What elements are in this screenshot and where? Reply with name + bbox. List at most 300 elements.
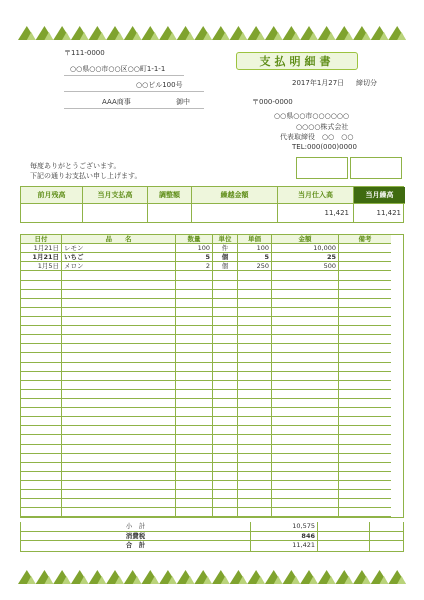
empty-cell bbox=[339, 353, 391, 362]
empty-cell bbox=[272, 490, 339, 499]
empty-cell bbox=[213, 344, 238, 353]
empty-cell bbox=[339, 372, 391, 381]
empty-cell bbox=[213, 426, 238, 435]
empty-cell bbox=[339, 363, 391, 372]
empty-cell bbox=[213, 363, 238, 372]
empty-cell bbox=[213, 290, 238, 299]
table-row bbox=[21, 262, 403, 271]
empty-cell bbox=[238, 454, 272, 463]
row-note bbox=[339, 253, 391, 262]
greeting-line-2: 下記の通りお支払い申し上げます。 bbox=[30, 172, 142, 180]
empty-cell bbox=[62, 390, 176, 399]
issuer-company: ○○○○株式会社 bbox=[296, 123, 349, 131]
totals-table bbox=[20, 522, 404, 552]
empty-cell bbox=[21, 408, 62, 417]
totals-value: 11,421 bbox=[251, 541, 318, 551]
empty-cell bbox=[21, 490, 62, 499]
empty-cell bbox=[176, 463, 213, 472]
empty-cell bbox=[21, 435, 62, 444]
empty-cell bbox=[213, 408, 238, 417]
empty-row bbox=[21, 335, 403, 344]
empty-cell bbox=[62, 445, 176, 454]
empty-cell bbox=[62, 326, 176, 335]
empty-cell bbox=[213, 308, 238, 317]
empty-cell bbox=[62, 508, 176, 517]
totals-empty-cell bbox=[318, 532, 370, 542]
empty-cell bbox=[272, 335, 339, 344]
empty-cell bbox=[272, 326, 339, 335]
empty-row bbox=[21, 481, 403, 490]
empty-cell bbox=[339, 344, 391, 353]
empty-row bbox=[21, 344, 403, 353]
empty-cell bbox=[339, 454, 391, 463]
empty-cell bbox=[176, 308, 213, 317]
empty-cell bbox=[238, 508, 272, 517]
empty-cell bbox=[176, 426, 213, 435]
empty-cell bbox=[213, 481, 238, 490]
row-note bbox=[339, 244, 391, 253]
empty-cell bbox=[238, 408, 272, 417]
empty-cell bbox=[339, 445, 391, 454]
empty-cell bbox=[21, 381, 62, 390]
empty-cell bbox=[213, 435, 238, 444]
empty-cell bbox=[213, 299, 238, 308]
empty-cell bbox=[339, 390, 391, 399]
empty-cell bbox=[238, 290, 272, 299]
empty-cell bbox=[176, 490, 213, 499]
name-underline bbox=[64, 108, 204, 109]
empty-cell bbox=[62, 335, 176, 344]
empty-cell bbox=[213, 281, 238, 290]
empty-cell bbox=[21, 463, 62, 472]
empty-cell bbox=[176, 390, 213, 399]
empty-cell bbox=[62, 417, 176, 426]
empty-cell bbox=[272, 426, 339, 435]
empty-cell bbox=[21, 308, 62, 317]
empty-cell bbox=[213, 271, 238, 280]
row-item: レモン bbox=[62, 244, 176, 253]
empty-cell bbox=[272, 508, 339, 517]
empty-cell bbox=[62, 481, 176, 490]
empty-cell bbox=[176, 435, 213, 444]
empty-row bbox=[21, 381, 403, 390]
empty-cell bbox=[176, 271, 213, 280]
summary-header: 調整額 bbox=[148, 187, 192, 204]
row-price: 250 bbox=[238, 262, 272, 271]
empty-cell bbox=[21, 372, 62, 381]
row-item: メロン bbox=[62, 262, 176, 271]
empty-cell bbox=[62, 344, 176, 353]
empty-cell bbox=[21, 426, 62, 435]
empty-cell bbox=[62, 454, 176, 463]
totals-label: 合 計 bbox=[21, 541, 251, 551]
empty-cell bbox=[339, 508, 391, 517]
empty-cell bbox=[339, 408, 391, 417]
detail-header-row bbox=[21, 235, 403, 244]
row-amount: 25 bbox=[272, 253, 339, 262]
empty-row bbox=[21, 299, 403, 308]
empty-cell bbox=[238, 463, 272, 472]
summary-header: 当月仕入高 bbox=[278, 187, 354, 204]
empty-cell bbox=[339, 308, 391, 317]
empty-cell bbox=[21, 417, 62, 426]
summary-header: 当月支払高 bbox=[83, 187, 148, 204]
stamp-box-left bbox=[296, 157, 348, 179]
empty-cell bbox=[176, 344, 213, 353]
totals-label: 消費税 bbox=[21, 532, 251, 542]
totals-empty-cell bbox=[370, 532, 403, 542]
empty-cell bbox=[272, 363, 339, 372]
empty-cell bbox=[176, 481, 213, 490]
row-qty: 5 bbox=[176, 253, 213, 262]
empty-row bbox=[21, 408, 403, 417]
empty-cell bbox=[176, 299, 213, 308]
empty-cell bbox=[213, 508, 238, 517]
recipient-address-1: ○○県○○市○○区○○町1-1-1 bbox=[70, 65, 166, 73]
row-price: 5 bbox=[238, 253, 272, 262]
summary-header: 前月残高 bbox=[21, 187, 83, 204]
empty-cell bbox=[62, 271, 176, 280]
empty-cell bbox=[62, 435, 176, 444]
empty-cell bbox=[339, 417, 391, 426]
empty-cell bbox=[21, 454, 62, 463]
totals-empty-cell bbox=[318, 522, 370, 532]
empty-cell bbox=[62, 399, 176, 408]
row-unit: 個 bbox=[213, 253, 238, 262]
empty-cell bbox=[62, 472, 176, 481]
empty-row bbox=[21, 499, 403, 508]
empty-cell bbox=[339, 299, 391, 308]
row-qty: 2 bbox=[176, 262, 213, 271]
empty-cell bbox=[62, 499, 176, 508]
empty-cell bbox=[272, 344, 339, 353]
empty-cell bbox=[272, 417, 339, 426]
empty-cell bbox=[272, 299, 339, 308]
totals-row bbox=[21, 541, 403, 551]
empty-cell bbox=[62, 353, 176, 362]
empty-cell bbox=[272, 372, 339, 381]
empty-cell bbox=[21, 326, 62, 335]
empty-cell bbox=[238, 363, 272, 372]
empty-row bbox=[21, 463, 403, 472]
empty-row bbox=[21, 426, 403, 435]
empty-row bbox=[21, 399, 403, 408]
issue-date: 2017年1月27日 bbox=[292, 79, 345, 87]
row-note bbox=[339, 262, 391, 271]
empty-row bbox=[21, 308, 403, 317]
empty-cell bbox=[62, 363, 176, 372]
empty-cell bbox=[176, 499, 213, 508]
empty-cell bbox=[213, 499, 238, 508]
col-header-qty: 数量 bbox=[176, 235, 213, 244]
empty-cell bbox=[272, 408, 339, 417]
zigzag-border-bottom bbox=[18, 570, 406, 584]
empty-cell bbox=[238, 390, 272, 399]
empty-cell bbox=[176, 326, 213, 335]
summary-value bbox=[21, 204, 83, 222]
totals-empty-cell bbox=[370, 541, 403, 551]
empty-cell bbox=[339, 463, 391, 472]
col-header-amount: 金額 bbox=[272, 235, 339, 244]
empty-cell bbox=[272, 463, 339, 472]
empty-cell bbox=[213, 335, 238, 344]
empty-cell bbox=[339, 499, 391, 508]
detail-table bbox=[20, 234, 404, 518]
empty-cell bbox=[21, 290, 62, 299]
empty-cell bbox=[21, 344, 62, 353]
empty-cell bbox=[213, 463, 238, 472]
issuer-address: ○○県○○市○○○○○○ bbox=[274, 112, 350, 120]
empty-cell bbox=[176, 381, 213, 390]
empty-cell bbox=[238, 490, 272, 499]
recipient-honorific: 御中 bbox=[176, 98, 190, 106]
totals-row bbox=[21, 522, 403, 532]
row-amount: 500 bbox=[272, 262, 339, 271]
empty-cell bbox=[272, 381, 339, 390]
empty-cell bbox=[272, 290, 339, 299]
empty-cell bbox=[62, 308, 176, 317]
col-header-unit: 単位 bbox=[213, 235, 238, 244]
empty-cell bbox=[238, 417, 272, 426]
empty-cell bbox=[213, 472, 238, 481]
empty-cell bbox=[176, 281, 213, 290]
issuer-postal: 〒000-0000 bbox=[252, 98, 293, 106]
empty-cell bbox=[238, 281, 272, 290]
address-underline-2 bbox=[64, 91, 204, 92]
empty-cell bbox=[238, 326, 272, 335]
empty-row bbox=[21, 271, 403, 280]
row-amount: 10,000 bbox=[272, 244, 339, 253]
empty-cell bbox=[213, 490, 238, 499]
empty-cell bbox=[238, 481, 272, 490]
empty-cell bbox=[272, 281, 339, 290]
totals-row bbox=[21, 532, 403, 542]
col-header-date: 日付 bbox=[21, 235, 62, 244]
table-row bbox=[21, 253, 403, 262]
recipient-postal: 〒111-0000 bbox=[64, 49, 105, 57]
totals-value: 846 bbox=[251, 532, 318, 542]
totals-empty-cell bbox=[318, 541, 370, 551]
empty-cell bbox=[62, 426, 176, 435]
greeting-line-1: 毎度ありがとうございます。 bbox=[30, 162, 121, 170]
empty-cell bbox=[213, 417, 238, 426]
empty-cell bbox=[272, 481, 339, 490]
empty-cell bbox=[339, 326, 391, 335]
empty-cell bbox=[339, 271, 391, 280]
empty-cell bbox=[21, 317, 62, 326]
totals-label: 小 計 bbox=[21, 522, 251, 532]
empty-cell bbox=[272, 454, 339, 463]
empty-cell bbox=[238, 426, 272, 435]
recipient-address-2: ○○ビル100号 bbox=[136, 81, 183, 89]
empty-cell bbox=[272, 472, 339, 481]
document-title: 支払明細書 bbox=[236, 52, 358, 70]
empty-cell bbox=[62, 317, 176, 326]
empty-row bbox=[21, 281, 403, 290]
empty-cell bbox=[176, 445, 213, 454]
empty-cell bbox=[176, 508, 213, 517]
empty-cell bbox=[62, 372, 176, 381]
empty-cell bbox=[176, 317, 213, 326]
empty-cell bbox=[213, 326, 238, 335]
empty-cell bbox=[176, 454, 213, 463]
empty-cell bbox=[21, 363, 62, 372]
empty-cell bbox=[213, 390, 238, 399]
empty-cell bbox=[272, 390, 339, 399]
empty-cell bbox=[339, 490, 391, 499]
empty-cell bbox=[339, 290, 391, 299]
empty-cell bbox=[21, 508, 62, 517]
empty-cell bbox=[238, 472, 272, 481]
empty-cell bbox=[176, 372, 213, 381]
empty-cell bbox=[238, 353, 272, 362]
stamp-box-right bbox=[350, 157, 402, 179]
empty-cell bbox=[272, 499, 339, 508]
empty-cell bbox=[21, 499, 62, 508]
summary-value bbox=[192, 204, 278, 222]
empty-cell bbox=[62, 299, 176, 308]
empty-cell bbox=[21, 390, 62, 399]
row-date: 1月21日 bbox=[21, 253, 62, 262]
summary-value bbox=[83, 204, 148, 222]
empty-row bbox=[21, 353, 403, 362]
recipient-name: AAA商事 bbox=[102, 98, 131, 106]
empty-row bbox=[21, 417, 403, 426]
empty-cell bbox=[21, 481, 62, 490]
row-date: 1月5日 bbox=[21, 262, 62, 271]
empty-cell bbox=[176, 335, 213, 344]
empty-cell bbox=[62, 463, 176, 472]
address-underline-1 bbox=[64, 75, 184, 76]
empty-cell bbox=[176, 417, 213, 426]
empty-row bbox=[21, 445, 403, 454]
empty-cell bbox=[238, 271, 272, 280]
empty-cell bbox=[213, 381, 238, 390]
empty-row bbox=[21, 508, 403, 517]
empty-cell bbox=[339, 335, 391, 344]
empty-cell bbox=[213, 399, 238, 408]
empty-cell bbox=[62, 290, 176, 299]
row-item: いちご bbox=[62, 253, 176, 262]
empty-cell bbox=[272, 308, 339, 317]
empty-row bbox=[21, 490, 403, 499]
empty-cell bbox=[62, 381, 176, 390]
issuer-representative: 代表取締役 ○○ ○○ bbox=[280, 133, 354, 141]
empty-cell bbox=[238, 381, 272, 390]
empty-cell bbox=[238, 317, 272, 326]
empty-row bbox=[21, 363, 403, 372]
empty-cell bbox=[176, 399, 213, 408]
empty-row bbox=[21, 390, 403, 399]
col-header-note: 備考 bbox=[339, 235, 391, 244]
empty-cell bbox=[213, 445, 238, 454]
empty-cell bbox=[176, 363, 213, 372]
empty-cell bbox=[339, 481, 391, 490]
summary-value: 11,421 bbox=[376, 209, 401, 217]
empty-cell bbox=[238, 299, 272, 308]
empty-cell bbox=[21, 399, 62, 408]
empty-cell bbox=[238, 372, 272, 381]
empty-cell bbox=[339, 281, 391, 290]
empty-row bbox=[21, 317, 403, 326]
empty-cell bbox=[62, 281, 176, 290]
empty-cell bbox=[213, 353, 238, 362]
empty-cell bbox=[21, 281, 62, 290]
zigzag-border-top bbox=[18, 26, 406, 40]
empty-cell bbox=[238, 308, 272, 317]
empty-cell bbox=[21, 299, 62, 308]
empty-cell bbox=[272, 271, 339, 280]
empty-cell bbox=[339, 317, 391, 326]
empty-row bbox=[21, 454, 403, 463]
empty-row bbox=[21, 472, 403, 481]
empty-cell bbox=[21, 472, 62, 481]
empty-cell bbox=[21, 353, 62, 362]
summary-header-highlight: 当月繰高 bbox=[354, 187, 405, 204]
table-row bbox=[21, 244, 403, 253]
empty-row bbox=[21, 326, 403, 335]
summary-value: 11,421 bbox=[278, 204, 354, 222]
empty-cell bbox=[238, 445, 272, 454]
totals-value: 10,575 bbox=[251, 522, 318, 532]
row-unit: 件 bbox=[213, 244, 238, 253]
empty-cell bbox=[339, 426, 391, 435]
empty-cell bbox=[238, 344, 272, 353]
col-header-item: 品 名 bbox=[62, 235, 176, 244]
empty-row bbox=[21, 290, 403, 299]
empty-cell bbox=[62, 490, 176, 499]
empty-cell bbox=[272, 399, 339, 408]
row-qty: 100 bbox=[176, 244, 213, 253]
empty-cell bbox=[213, 372, 238, 381]
empty-row bbox=[21, 372, 403, 381]
empty-cell bbox=[272, 435, 339, 444]
row-unit: 個 bbox=[213, 262, 238, 271]
empty-cell bbox=[21, 445, 62, 454]
empty-cell bbox=[339, 435, 391, 444]
empty-cell bbox=[339, 472, 391, 481]
empty-cell bbox=[176, 353, 213, 362]
empty-cell bbox=[213, 317, 238, 326]
empty-cell bbox=[21, 335, 62, 344]
empty-cell bbox=[176, 472, 213, 481]
empty-cell bbox=[238, 499, 272, 508]
row-date: 1月21日 bbox=[21, 244, 62, 253]
empty-cell bbox=[339, 399, 391, 408]
empty-cell bbox=[272, 445, 339, 454]
summary-table bbox=[20, 186, 404, 223]
empty-row bbox=[21, 435, 403, 444]
empty-cell bbox=[238, 335, 272, 344]
col-header-price: 単価 bbox=[238, 235, 272, 244]
empty-cell bbox=[62, 408, 176, 417]
totals-empty-cell bbox=[370, 522, 403, 532]
closing-label: 締切分 bbox=[356, 79, 377, 87]
empty-cell bbox=[176, 408, 213, 417]
empty-cell bbox=[272, 353, 339, 362]
row-price: 100 bbox=[238, 244, 272, 253]
empty-cell bbox=[238, 435, 272, 444]
empty-cell bbox=[213, 454, 238, 463]
empty-cell bbox=[272, 317, 339, 326]
empty-cell bbox=[176, 290, 213, 299]
issuer-tel: TEL:000(000)0000 bbox=[292, 143, 357, 151]
summary-header: 繰越金額 bbox=[192, 187, 278, 204]
summary-value bbox=[148, 204, 192, 222]
empty-cell bbox=[21, 271, 62, 280]
empty-cell bbox=[238, 399, 272, 408]
empty-cell bbox=[339, 381, 391, 390]
